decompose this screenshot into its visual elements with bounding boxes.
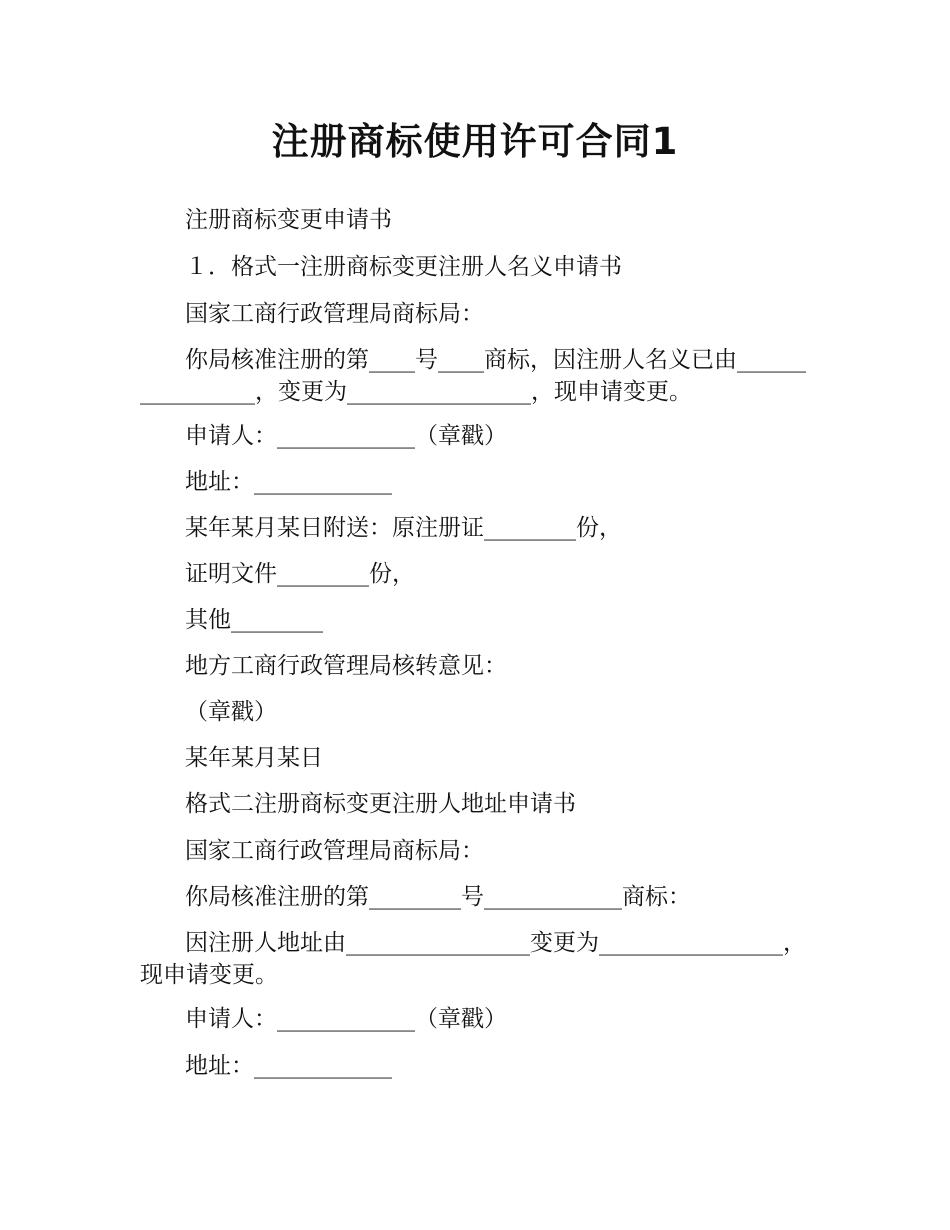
paragraph-format-one-title: １．格式一注册商标变更注册人名义申请书 [185, 254, 622, 280]
paragraph-registration-number: 你局核准注册的第________号____________商标： [185, 884, 691, 910]
paragraph-address-2: 地址：____________ [185, 1053, 392, 1079]
paragraph-local-opinion: 地方工商行政管理局核转意见： [185, 653, 507, 679]
paragraph-applicant-2: 申请人：____________（章戳） [185, 1006, 507, 1032]
paragraph-addressee-2: 国家工商行政管理局商标局： [185, 838, 484, 864]
paragraph-attachments: 某年某月某日附送：原注册证________份， [185, 515, 622, 541]
paragraph-date: 某年某月某日 [185, 745, 323, 771]
paragraph-format-two-title: 格式二注册商标变更注册人地址申请书 [185, 791, 576, 817]
paragraph-proof-documents: 证明文件________份， [185, 561, 415, 587]
paragraph-seal: （章戳） [185, 699, 277, 725]
paragraph-name-change-body: 你局核准注册的第____号____商标，因注册人名义已由________________，变更为________________，现申请变更。 [140, 347, 806, 405]
paragraph-address-1: 地址：____________ [185, 469, 392, 495]
paragraph-address-change-body: 因注册人地址由________________变更为________________，现申请变更。 [140, 930, 806, 988]
paragraph-heading-change-application: 注册商标变更申请书 [185, 207, 392, 233]
paragraph-other: 其他________ [185, 607, 323, 633]
paragraph-addressee-1: 国家工商行政管理局商标局： [185, 301, 484, 327]
paragraph-applicant-1: 申请人：____________（章戳） [185, 423, 507, 449]
document-title: 注册商标使用许可合同1 [271, 120, 679, 163]
